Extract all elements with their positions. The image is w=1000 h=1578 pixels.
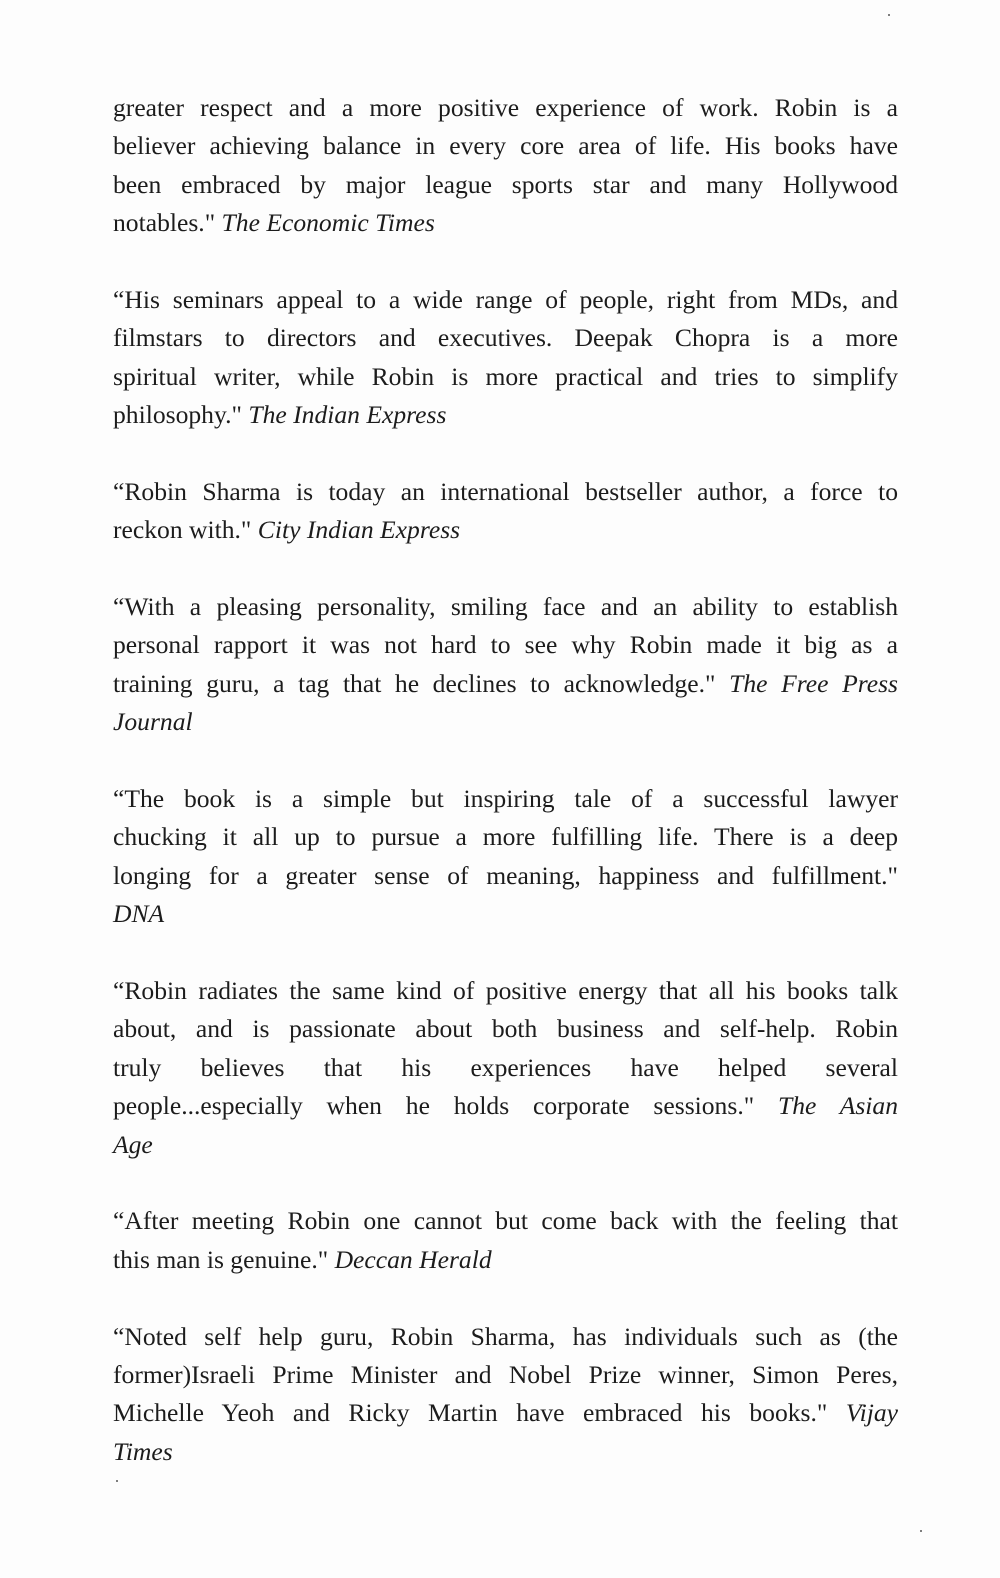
quote-text: about, and is passionate about both business and self-help. Robin: [113, 1014, 898, 1044]
text-line: [113, 204, 898, 242]
quote-text: “Robin radiates the same kind of positive energy that all his books talk: [113, 975, 898, 1005]
testimonials-page: [113, 89, 898, 1509]
quote-text: former)Israeli Prime Minister and Nobel Prize winner, Simon Peres,: [113, 1359, 898, 1389]
quote-text: greater respect and a more positive experience of work. Robin is a: [113, 93, 898, 122]
quote-text: “The book is a simple but inspiring tale of a successful lawyer: [113, 784, 898, 814]
text-line: [113, 780, 898, 818]
quote-text: personal rapport it was not hard to see why Robin made it big as a: [113, 630, 898, 660]
quote-source: Times: [113, 1436, 173, 1466]
scan-speck: [920, 1530, 922, 1532]
testimonial-paragraph: [113, 588, 898, 742]
quote-text: “Noted self help guru, Robin Sharma, has individuals such as (the: [113, 1321, 898, 1351]
text-line: [113, 1433, 898, 1471]
quote-text: this man is genuine.": [113, 1244, 335, 1274]
quote-text: chucking it all up to pursue a more fulfilling life. There is a deep: [113, 822, 898, 852]
quote-text: spiritual writer, while Robin is more practical and tries to simplify: [113, 361, 898, 391]
quote-text: “With a pleasing personality, smiling face and an ability to establish: [113, 592, 898, 622]
quote-text: “His seminars appeal to a wide range of people, right from MDs, and: [113, 284, 898, 314]
quote-text: truly believes that his experiences have helped several: [113, 1052, 898, 1082]
text-line: [113, 473, 898, 511]
quote-text: training guru, a tag that he declines to acknowledge.": [113, 668, 730, 698]
quote-source: Age: [113, 1129, 153, 1159]
text-line: [113, 588, 898, 626]
text-line: [113, 319, 898, 357]
text-line: [113, 511, 898, 549]
scan-speck: [116, 1480, 118, 1482]
text-line: [113, 166, 898, 204]
quote-source: The Free Press: [729, 668, 898, 698]
quote-text: “After meeting Robin one cannot but come back with the feeling that: [113, 1206, 898, 1236]
text-line: [113, 895, 898, 933]
text-line: [113, 1087, 898, 1125]
text-line: [113, 972, 898, 1010]
text-line: [113, 358, 898, 396]
quote-text: people...especially when he holds corporate sessions.": [113, 1091, 778, 1121]
quote-text: notables.": [113, 208, 222, 238]
text-line: [113, 626, 898, 664]
quote-source: DNA: [113, 899, 165, 929]
quote-text: longing for a greater sense of meaning, happiness and fulfillment.": [113, 860, 898, 890]
quote-source: Vijay: [845, 1398, 898, 1428]
quote-text: believer achieving balance in every core area of life. His books have: [113, 131, 898, 161]
quote-text: “Robin Sharma is today an international bestseller author, a force to: [113, 476, 898, 506]
text-line: [113, 818, 898, 856]
text-line: [113, 1318, 898, 1356]
text-line: [113, 703, 898, 741]
text-line: [113, 281, 898, 319]
text-line: [113, 1394, 898, 1432]
text-line: [113, 89, 898, 127]
text-line: [113, 1126, 898, 1164]
quote-source: The Asian: [777, 1091, 898, 1121]
text-line: [113, 857, 898, 895]
scan-speck: [888, 14, 890, 16]
testimonial-paragraph: [113, 972, 898, 1164]
text-line: [113, 127, 898, 165]
text-line: [113, 1010, 898, 1048]
quote-text: Michelle Yeoh and Ricky Martin have embraced his books.": [113, 1398, 846, 1428]
quote-text: philosophy.": [113, 400, 249, 430]
testimonial-paragraph: [113, 780, 898, 934]
quote-source: Deccan Herald: [334, 1244, 492, 1274]
quote-text: filmstars to directors and executives. Deepak Chopra is a more: [113, 323, 898, 353]
testimonial-paragraph: [113, 1318, 898, 1472]
text-line: [113, 1356, 898, 1394]
testimonial-paragraph: [113, 1202, 898, 1279]
text-line: [113, 396, 898, 434]
text-line: [113, 665, 898, 703]
quote-source: Journal: [113, 707, 193, 737]
testimonial-paragraph: [113, 281, 898, 435]
text-line: [113, 1202, 898, 1240]
testimonial-paragraph: [113, 473, 898, 550]
quote-text: reckon with.": [113, 515, 258, 545]
text-line: [113, 1241, 898, 1279]
quote-source: City Indian Express: [257, 515, 461, 545]
text-line: [113, 1049, 898, 1087]
quote-source: The Indian Express: [248, 400, 447, 430]
testimonial-paragraph: [113, 89, 898, 243]
quote-source: The Economic Times: [221, 208, 435, 238]
quote-text: been embraced by major league sports star and many Hollywood: [113, 169, 898, 199]
